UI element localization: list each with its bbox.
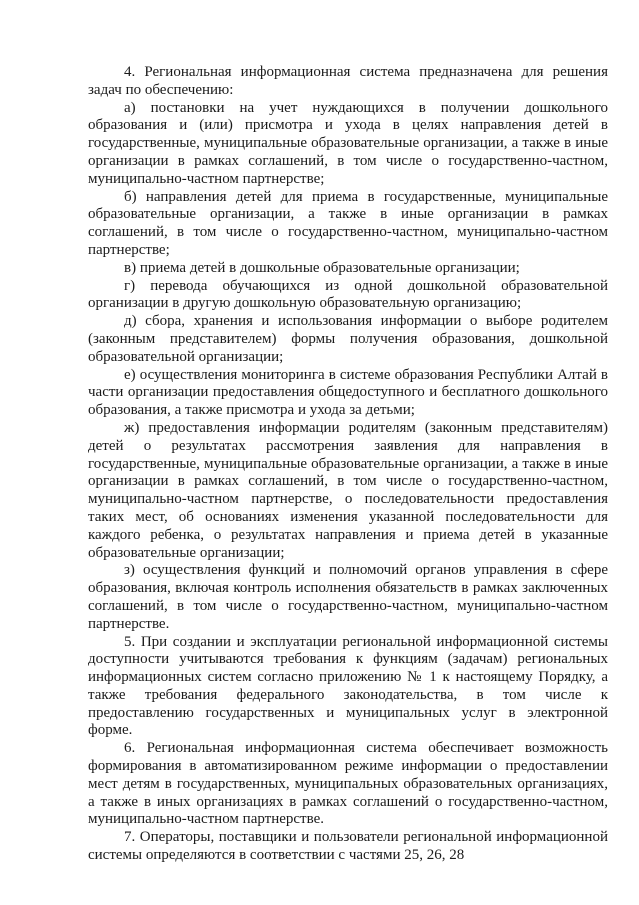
paragraph-4-b: б) направления детей для приема в государственные, муниципальные образовательные организации, а также в иные организации в рамках соглашений, в том числе о государственно-частном, муниципально-частном партнерстве; <box>88 188 608 258</box>
paragraph-4: 4. Региональная информационная система предназначена для решения задач по обеспечению: <box>88 64 608 98</box>
paragraph-6: 6. Региональная информационная система обеспечивает возможность формирования в автоматизированном режиме информации о предоставлении мест детям в государственных, муниципальных образовательных организациях, а также в иных организациях в рамках соглашений о государственно-частном, муниципально-частном партнерстве. <box>88 740 608 828</box>
paragraph-4-e: е) осуществления мониторинга в системе образования Республики Алтай в части организации предоставления общедоступного и бесплатного дошкольного образования, а также присмотра и ухода за детьми; <box>88 366 608 419</box>
paragraph-4-v: в) приема детей в дошкольные образовательные организации; <box>124 259 520 276</box>
paragraph-4-a: а) постановки на учет нуждающихся в получении дошкольного образования и (или) присмотра и ухода в целях направления детей в государственные, муниципальные образовательные организации, а также в иные организации в рамках соглашений, в том числе о государственно-частном, муниципально-частном партнерстве; <box>88 99 608 187</box>
paragraph-4-g: г) перевода обучающихся из одной дошкольной образовательной организации в другую дошкольную образовательную организацию; <box>88 277 608 312</box>
paragraph-4-z: з) осуществления функций и полномочий органов управления в сфере образования, включая контроль исполнения обязательств в рамках заключенных соглашений, в том числе о государственно-частном, муниципально-частном партнерстве. <box>88 562 608 632</box>
paragraph-5: 5. При создании и эксплуатации региональной информационной системы доступности учитываются требования к функциям (задачам) региональных информационных систем согласно приложению № 1 к настоящему Порядку, а также требования федерального законодательства, в том числе к предоставлению государственных и муниципальных услуг в электронной форме. <box>88 633 608 739</box>
document-body <box>88 64 608 865</box>
paragraph-4-d: д) сбора, хранения и использования информации о выборе родителем (законным представителем) формы получения образования, дошкольной образовательной организации; <box>88 313 608 365</box>
paragraph-7: 7. Операторы, поставщики и пользователи региональной информационной системы определяются в соответствии с частями 25, 26, 28 <box>88 829 608 864</box>
paragraph-4-zh: ж) предоставления информации родителям (законным представителям) детей о результатах рассмотрения заявления для направления в государственные, муниципальные образовательные организации, а также в иные организации в рамках соглашений, в том числе о государственно-частном, муниципально-частном партнерстве, о последовательности предоставления таких мест, об основаниях изменения указанной последовательности для каждого ребенка, о результатах направления и приема детей в указанные образовательные организации; <box>88 419 608 561</box>
